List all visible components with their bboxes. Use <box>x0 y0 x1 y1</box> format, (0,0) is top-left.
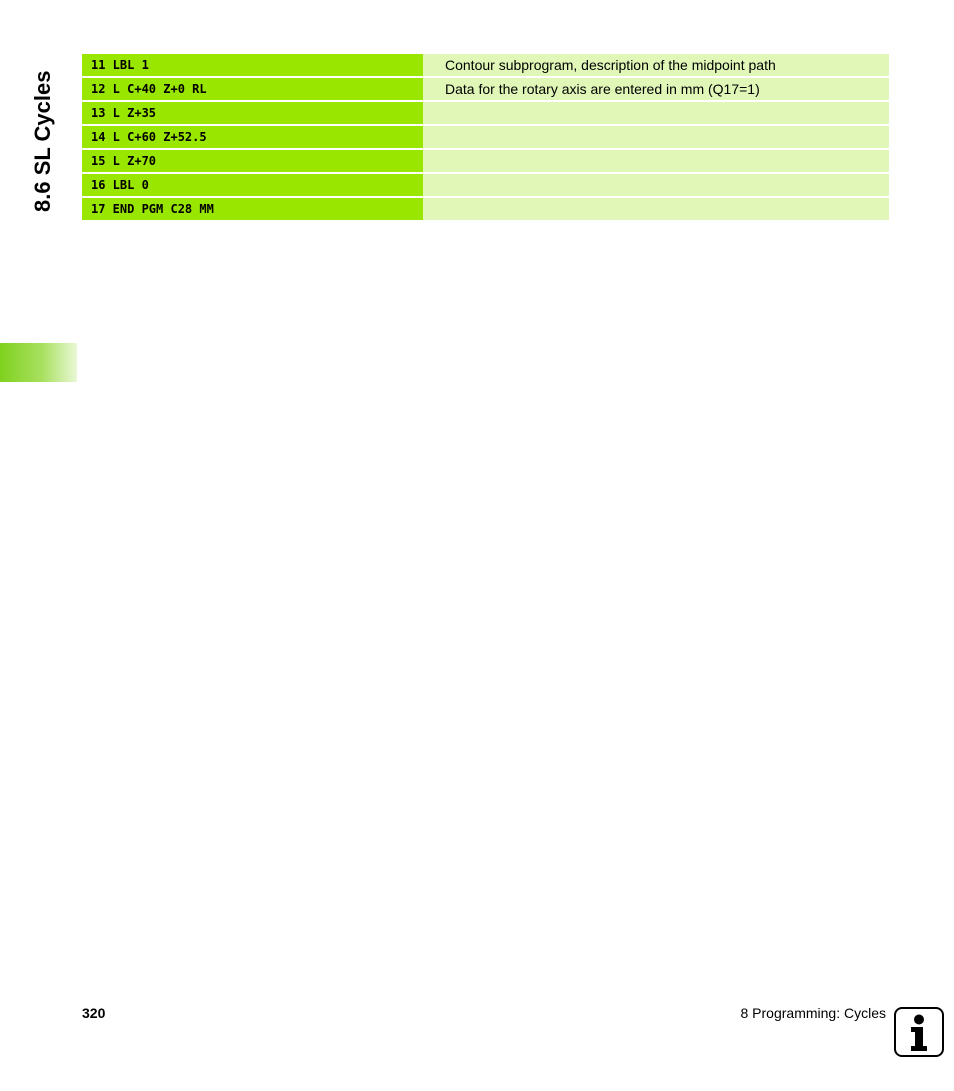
nc-block-description <box>423 150 889 172</box>
nc-block-code: 11 LBL 1 <box>82 54 423 76</box>
table-row <box>82 150 889 172</box>
section-title: 8.6 SL Cycles <box>30 70 55 212</box>
program-listing <box>82 54 889 222</box>
page-number: 320 <box>82 1005 106 1021</box>
nc-block-description <box>423 102 889 124</box>
info-icon <box>894 1007 944 1057</box>
table-row <box>82 126 889 148</box>
table-row <box>82 174 889 196</box>
nc-block-code: 12 L C+40 Z+0 RL <box>82 78 423 100</box>
nc-block-description <box>423 198 889 220</box>
nc-block-description: Contour subprogram, description of the midpoint path <box>423 54 889 76</box>
table-row <box>82 78 889 100</box>
nc-block-code: 16 LBL 0 <box>82 174 423 196</box>
nc-block-code: 14 L C+60 Z+52.5 <box>82 126 423 148</box>
table-row <box>82 198 889 220</box>
table-row <box>82 54 889 76</box>
nc-block-description: Data for the rotary axis are entered in mm (Q17=1) <box>423 78 889 100</box>
nc-block-description <box>423 126 889 148</box>
section-tab-marker <box>0 343 77 382</box>
nc-block-code: 17 END PGM C28 MM <box>82 198 423 220</box>
nc-block-code: 13 L Z+35 <box>82 102 423 124</box>
nc-block-code: 15 L Z+70 <box>82 150 423 172</box>
nc-block-description <box>423 174 889 196</box>
table-row <box>82 102 889 124</box>
chapter-title: 8 Programming: Cycles <box>740 1005 886 1021</box>
